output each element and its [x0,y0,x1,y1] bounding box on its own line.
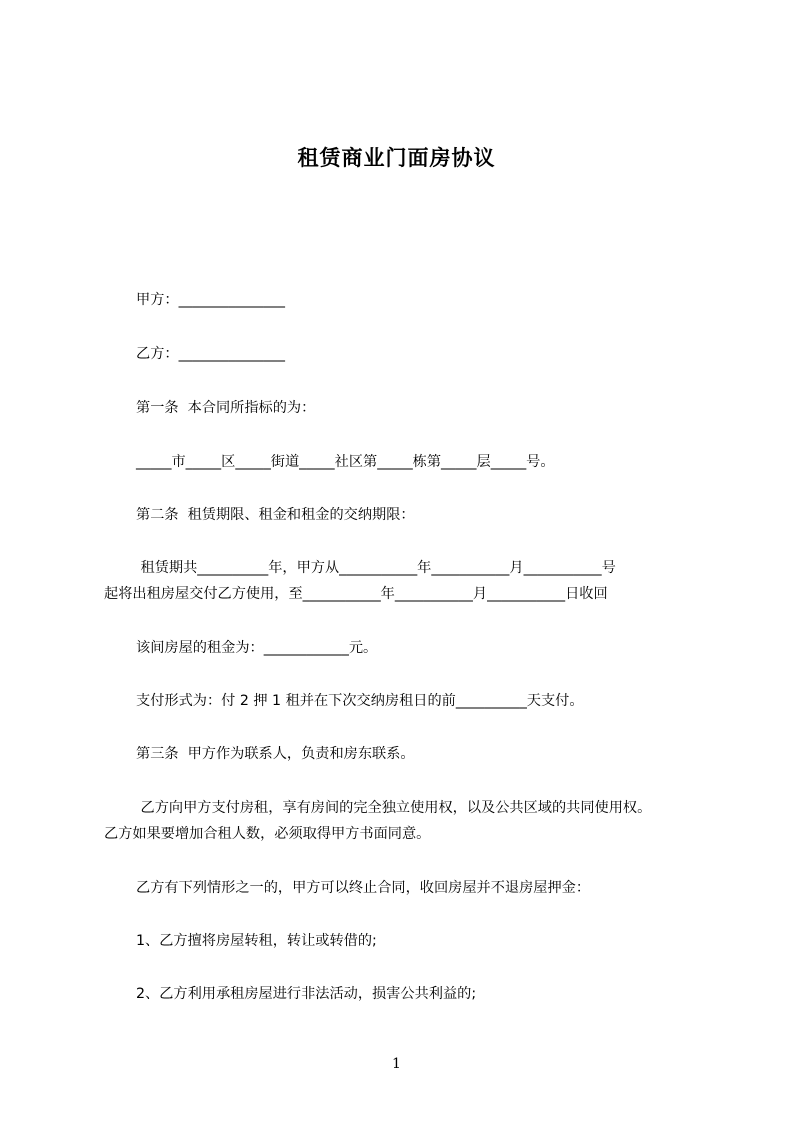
party-b-line: 乙方：_______________ [136,346,285,362]
lease-term-line-2: 起将出租房屋交付乙方使用，至___________年___________月___________日收回 [104,586,608,602]
usage-rights-line-2: 乙方如果要增加合租人数，必须取得甲方书面同意。 [104,826,431,842]
termination-item-1: 1、乙方擅将房屋转租，转让或转借的; [136,933,377,949]
article-3-heading: 第三条 甲方作为联系人，负责和房东联系。 [136,746,415,762]
article-1-heading: 第一条 本合同所指标的为： [136,400,316,416]
rent-amount-line: 该间房屋的租金为：____________元。 [136,640,378,656]
article-1-address: _____市_____区_____街道_____社区第_____栋第_____层_____号。 [136,454,555,470]
usage-rights-line-1: 乙方向甲方支付房租，享有房间的完全独立使用权，以及公共区域的共同使用权。 [136,800,652,816]
termination-item-2: 2、乙方利用承租房屋进行非法活动，损害公共利益的; [136,986,477,1002]
party-a-line: 甲方：_______________ [136,292,285,308]
lease-term-line-1: 租赁期共__________年，甲方从___________年___________月___________号 [136,560,616,576]
payment-method-line: 支付形式为：付 2 押 1 租并在下次交纳房租日的前__________天支付。 [136,693,584,709]
termination-intro: 乙方有下列情形之一的，甲方可以终止合同，收回房屋并不退房屋押金： [136,880,591,896]
page-number: 1 [392,1056,401,1072]
document-title: 租赁商业门面房协议 [297,146,496,170]
article-2-heading: 第二条 租赁期限、租金和租金的交纳期限： [136,507,415,523]
